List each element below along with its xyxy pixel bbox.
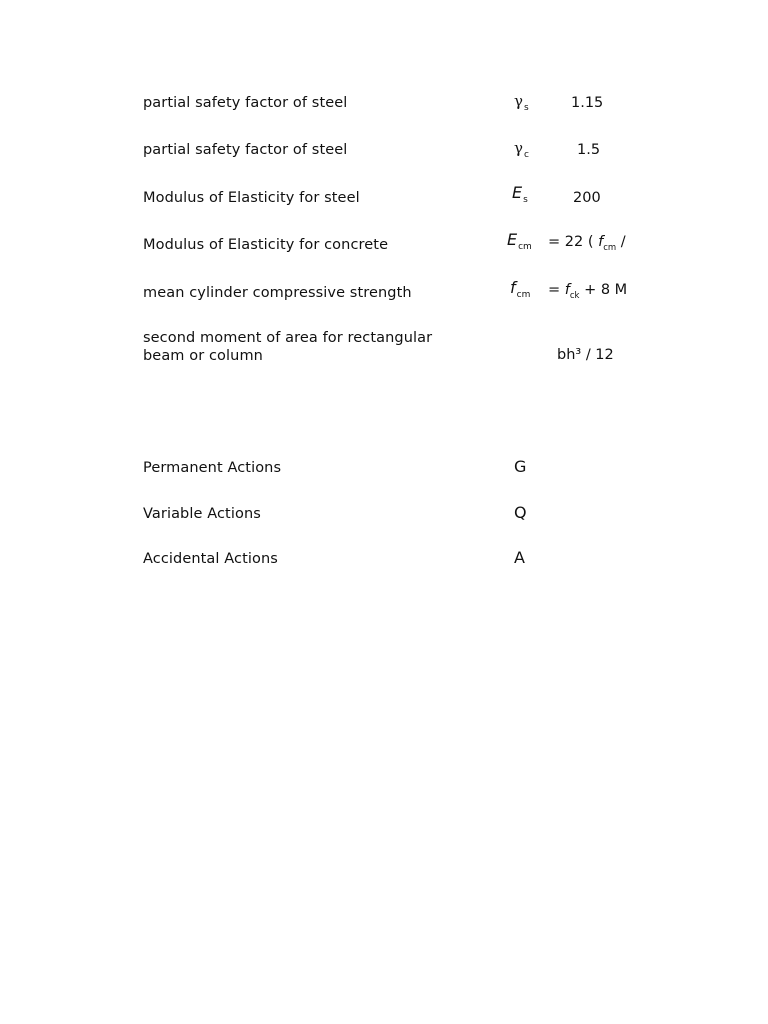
value-prefix: = [548,282,565,298]
action-description: Variable Actions [143,506,261,522]
action-description: Permanent Actions [143,460,282,476]
row-symbol [507,231,532,252]
symbol-glyph: E [507,230,518,249]
description-line-2: beam or column [143,348,263,364]
row-description: mean cylinder compressive strength [143,285,412,301]
symbol-glyph: γ [514,139,523,157]
row-value [548,233,631,253]
value-variable-subscript: cm [603,243,617,253]
row-description [143,329,432,365]
symbol-subscript: s [523,195,528,205]
action-symbol: A [514,548,525,567]
row-description: Modulus of Elasticity for steel [143,190,360,206]
value-variable: f [564,282,570,298]
row-value: 200 [573,190,601,206]
description-line-1: second moment of area for rectangular [143,330,433,346]
row-value [548,281,631,301]
row-value: 1.5 [577,142,601,158]
row-value: bh³ / 12 [557,347,614,363]
row-description: Modulus of Elasticity for concrete [143,237,389,253]
symbol-glyph: f [510,278,516,297]
value-suffix: / [616,234,626,250]
row-symbol [514,139,529,160]
symbol-subscript: cm [518,242,532,252]
row-symbol [510,279,530,300]
action-description: Accidental Actions [143,551,278,567]
row-description: partial safety factor of steel [143,95,348,111]
symbol-glyph: γ [514,92,523,110]
row-value: 1.15 [571,95,604,111]
symbol-subscript: c [523,150,529,160]
row-symbol [514,92,529,113]
row-description: partial safety factor of steel [143,142,348,158]
row-symbol [512,184,528,205]
action-symbol: G [514,457,527,476]
value-variable-subscript: ck [569,291,580,301]
value-suffix: + 8 M [579,282,628,298]
symbol-subscript: cm [516,290,531,300]
action-symbol: Q [514,503,527,522]
symbol-glyph: E [512,183,523,202]
symbol-subscript: s [523,103,529,113]
value-variable: f [598,234,604,250]
value-prefix: = 22 ( [548,234,599,250]
